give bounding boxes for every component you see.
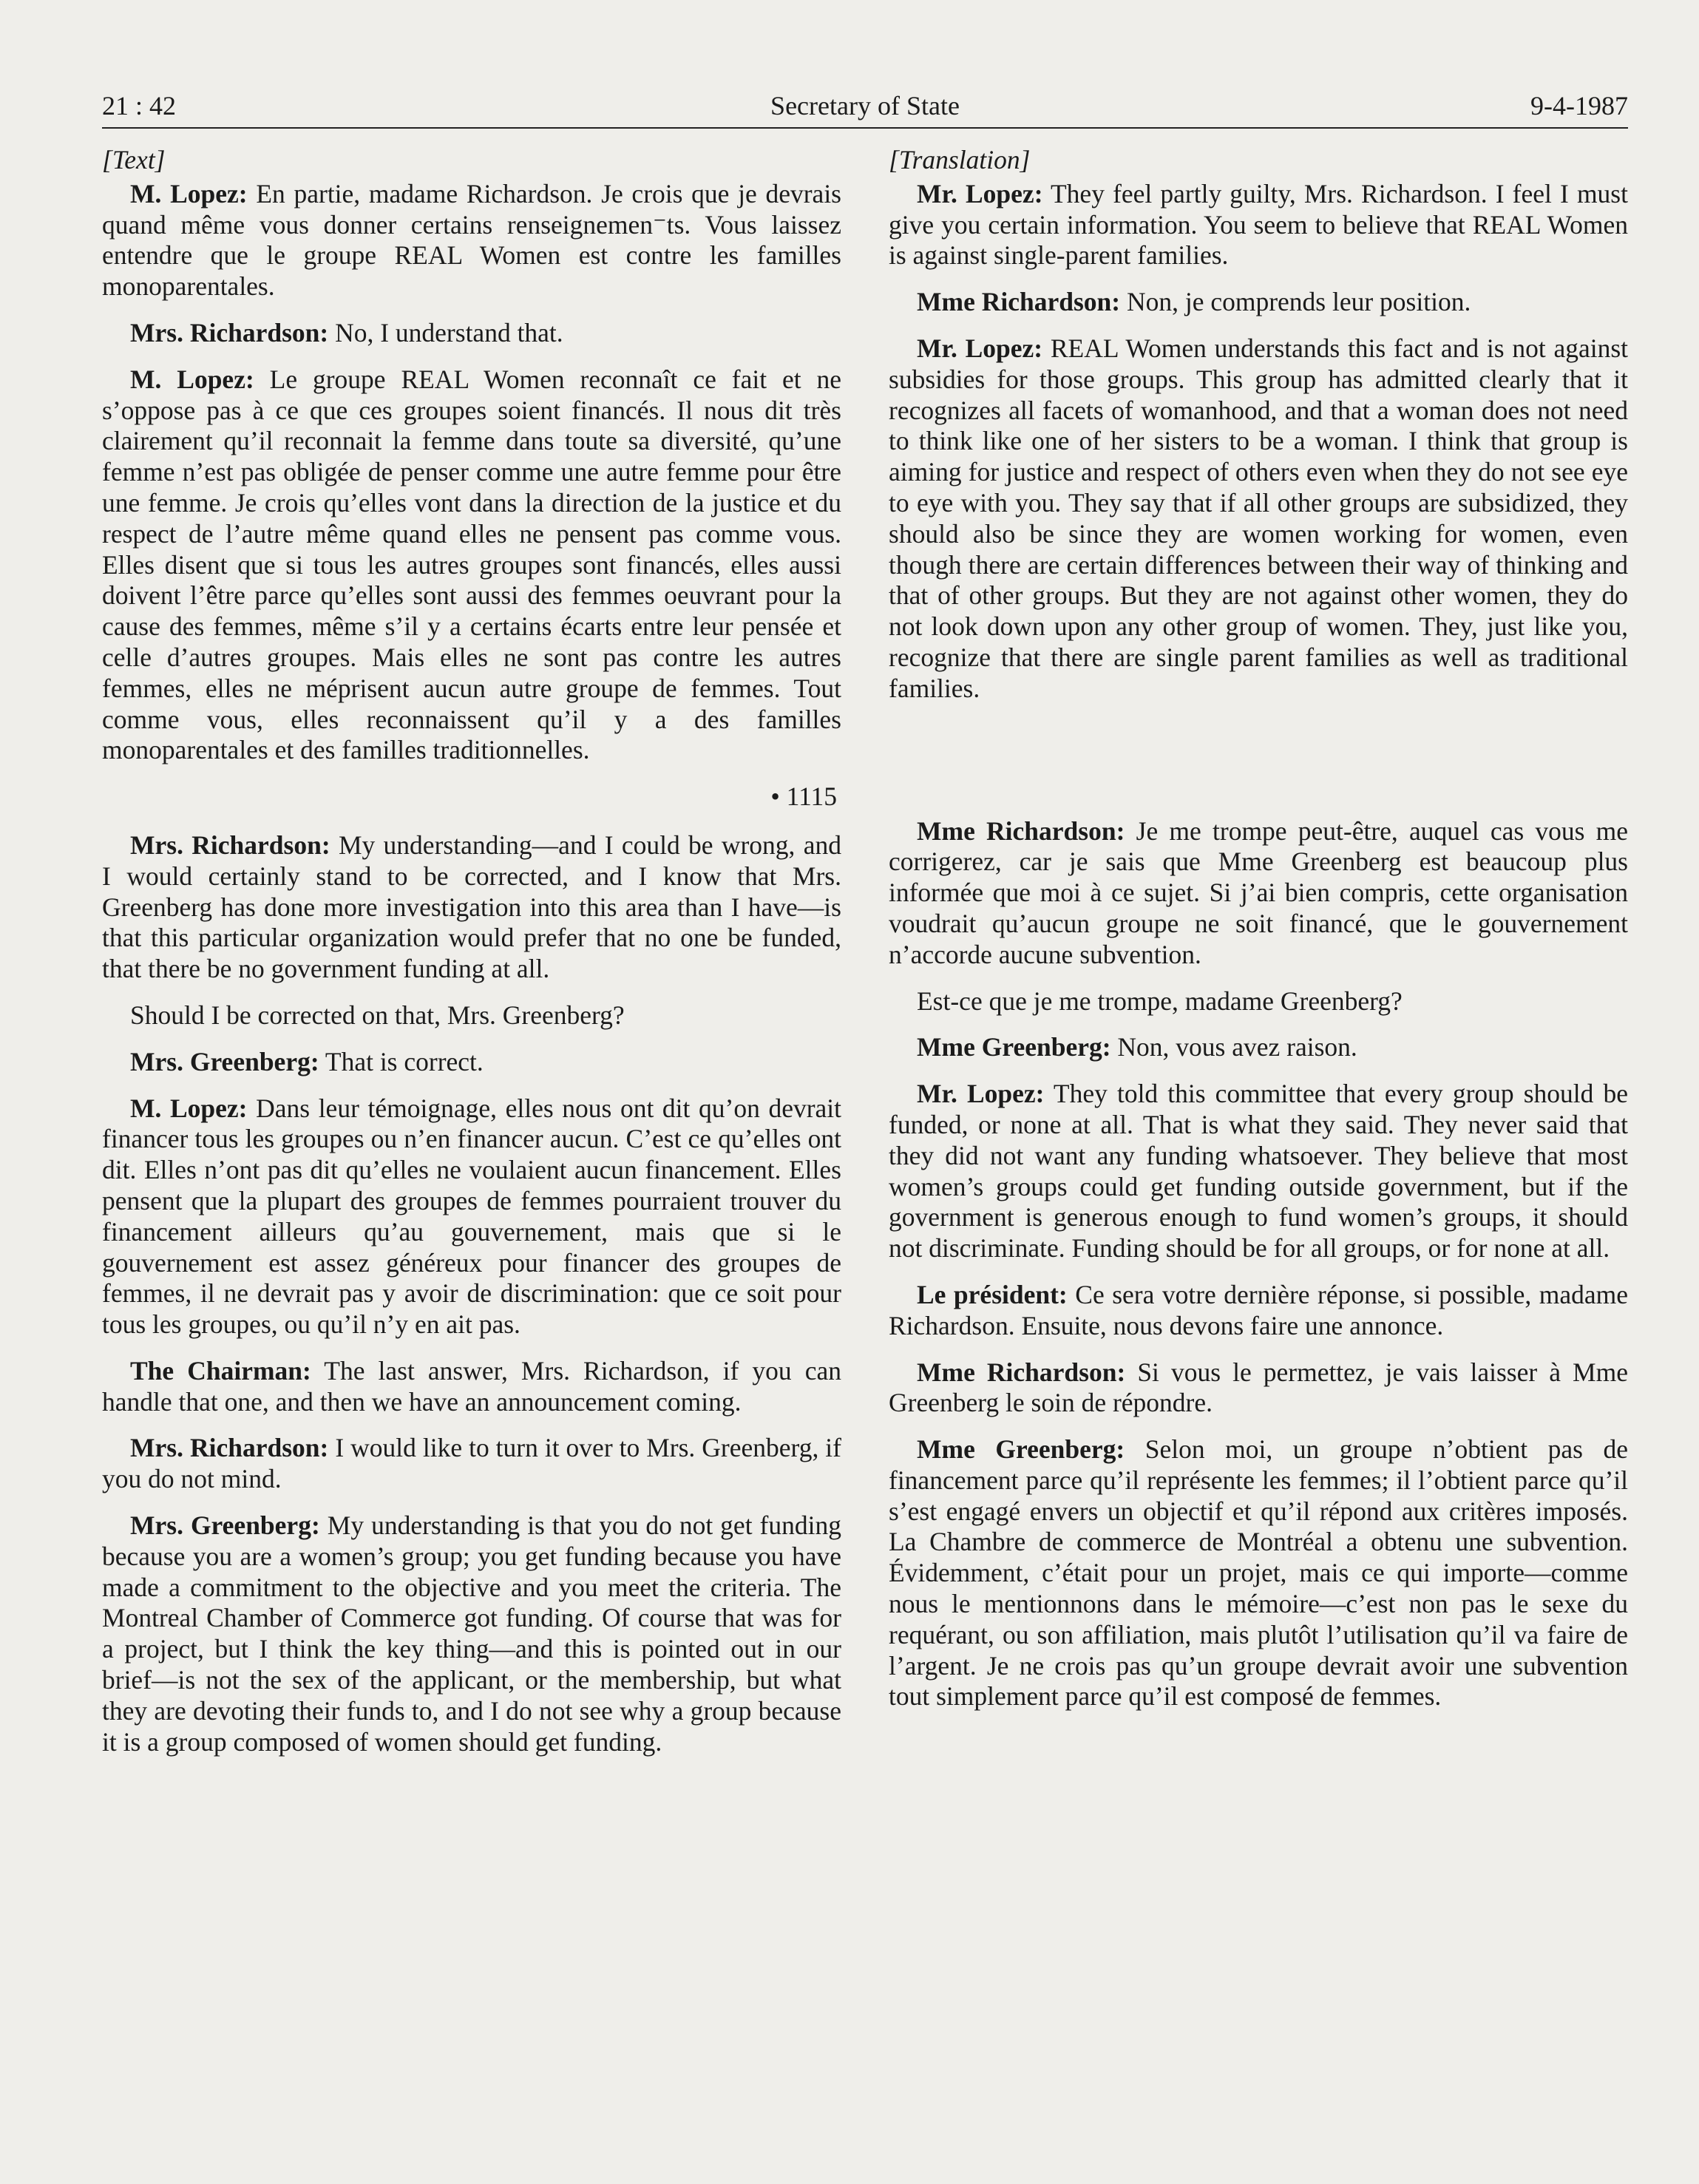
language-tag: [Text] (102, 145, 166, 174)
speech-paragraph (889, 1280, 1628, 1342)
speech-text: Le groupe REAL Women reconnaît ce fait et ne s’oppose pas à ce que ces groupes soient financés. Il nous dit très clairement qu’il reconnait la femme dans toute sa diversité, qu’une femme n’est pas obligée de penser comme une autre femme pour être une femme. Je crois qu’elles vont dans la direction de la justice et du respect de l’autre même quand elles ne pensent pas comme vous. Elles disent que si tous les autres groupes sont financés, elles aussi doivent l’être parce qu’elles sont aussi des femmes oeuvrant pour la cause des femmes, même s’il y a certains écarts entre leur pensée et celle d’autres groupes. Mais elles ne sont pas contre les autres femmes, elles ne méprisent aucun autre groupe de femmes. Tout comme vous, elles reconnaissent qu’il y a des familles monoparentales et des familles traditionnelles. (102, 364, 842, 765)
speaker-name: Mme Richardson: (917, 287, 1121, 317)
speech-text: That is correct. (319, 1046, 484, 1076)
speech-text: Dans leur témoignage, elles nous ont dit qu’on devrait financer tous les groupes ou n’en financer aucun. C’est ce qu’elles ont dit. Elles n’ont pas dit qu’elles ne voulaient aucun financement. Elles pensent que la plupart des groupes de femmes pourraient trouver du financement ailleurs qu’au gouvernement, mais que si le gouvernement est assez généreux pour financer des groupes de femmes, il ne devrait pas y avoir de discrimination: que ce soit pour tous les groupes, ou qu’il n’y en ait pas. (102, 1093, 842, 1340)
right-block-1 (889, 179, 1628, 705)
speaker-name: Mrs. Richardson: (130, 317, 329, 347)
speech-paragraph (889, 333, 1628, 705)
speech-text: REAL Women understands this fact and is not against subsidies for those groups. This group has admitted clearly that it recognizes all facets of womanhood, and that a woman does not need to think like one of her sisters to be a woman. I think that group is aiming for justice and respect of others even when they do not see eye to eye with you. They say that if all other groups are subsidized, they should also be since they are women working for women, even though there are certain differences between their way of thinking and that of other groups. But they are not against other women, they do not look down upon any other group of women. They, just like you, recognize that there are single parent families as well as traditional families. (889, 333, 1628, 703)
speech-paragraph (889, 1434, 1628, 1712)
left-column (102, 145, 841, 1773)
speech-paragraph (889, 287, 1628, 318)
speech-text: My understanding is that you do not get funding because you are a women’s group; you get funding because you have made a commitment to the objective and you meet the criteria. The Montreal Chamber of Commerce got funding. Of course that was for a project, but I think the key thing—and this is pointed out in our brief—is not the sex of the applicant, or the membership, but what they are devoting their funds to, and I do not see why a group because it is a group composed of women should get funding. (102, 1510, 841, 1757)
speech-text: En partie, madame Richardson. Je crois que je devrais quand même vous donner certains renseignemen⁻ts. Vous laissez entendre que le groupe REAL Women est contre les familles monoparentales. (102, 178, 841, 302)
speech-text: Selon moi, un groupe n’obtient pas de financement parce qu’il représente les femmes; il l’obtient parce qu’il s’est engagé envers un objectif et qu’il répond aux critères imposés. La Chambre de commerce de Montréal a obtenu une subvention. Évidemment, c’était pour un projet, mais ce qui importe—comme nous le mentionnons dans le mémoire—c’est non pas le sexe du requérant, ou son affiliation, mais plutôt l’utilisation qu’il va faire de l’argent. Je ne crois pas qu’un groupe devrait avoir une subvention tout simplement parce qu’il est composé de femmes. (889, 1434, 1628, 1712)
speaker-name: Mr. Lopez: (917, 333, 1043, 363)
speaker-name: Mme Richardson: (917, 1357, 1126, 1387)
right-block-2 (889, 816, 1628, 1713)
left-block-2 (102, 830, 841, 1758)
speech-text: They feel partly guilty, Mrs. Richardson. I feel I must give you certain information. You seem to believe that REAL Women is against single-parent families. (889, 178, 1628, 271)
speaker-name: Mr. Lopez: (917, 178, 1043, 208)
speaker-name: The Chairman: (130, 1355, 311, 1386)
page-date: 9-4-1987 (1530, 91, 1628, 121)
speech-paragraph (889, 1032, 1628, 1063)
speech-paragraph (102, 1356, 841, 1418)
speech-text: Est-ce que je me trompe, madame Greenberg? (917, 986, 1403, 1016)
speech-text: Non, je comprends leur position. (1120, 287, 1471, 317)
speech-text: Je me trompe peut-être, auquel cas vous me corrigerez, car je sais que Mme Greenberg est beaucoup plus informée que moi à ce sujet. Si j’ai bien compris, cette organisation voudrait qu’aucun groupe ne soit financé, que le gouvernement n’accorde aucune subvention. (889, 815, 1629, 969)
speech-text: They told this committee that every group should be funded, or none at all. That is what they said. They never said that they did not want any funding whatsoever. They believe that most women’s groups could get funding outside government, but if the government is generous enough to fund women’s groups, it should not discriminate. Funding should be for all groups, or for none at all. (889, 1079, 1628, 1264)
speaker-name: Mrs. Richardson: (130, 830, 330, 860)
speaker-name: Mrs. Richardson: (130, 1433, 329, 1463)
speech-text: Ce sera votre dernière réponse, si possible, madame Richardson. Ensuite, nous devons faire une annonce. (889, 1279, 1628, 1340)
speech-paragraph (102, 1510, 841, 1757)
speaker-name: Mme Richardson: (917, 815, 1125, 846)
speech-paragraph (102, 364, 841, 766)
speaker-name: Mr. Lopez: (917, 1079, 1045, 1109)
speaker-name: Mme Greenberg: (917, 1032, 1111, 1062)
speech-text: No, I understand that. (328, 317, 563, 347)
time-stamp: • 1115 (770, 781, 837, 812)
left-block-1 (102, 179, 841, 766)
column-gap (889, 720, 1628, 816)
speech-paragraph (102, 179, 841, 302)
speaker-name: Mme Greenberg: (917, 1434, 1125, 1465)
page-number: 21 : 42 (102, 91, 177, 121)
speech-text: Si vous le permettez, je vais laisser à Mme Greenberg le soin de répondre. (889, 1357, 1628, 1418)
speech-paragraph (889, 179, 1628, 271)
speech-paragraph (102, 830, 841, 985)
language-tag: [Translation] (889, 145, 1031, 174)
speech-paragraph (889, 986, 1628, 1017)
speaker-name: M. Lopez: (130, 364, 254, 394)
speech-text: My understanding—and I could be wrong, and I would certainly stand to be corrected, and I know that Mrs. Greenberg has done more investigation into this area than I have—is that this particular organization would prefer that no one be funded, that there be no government funding at all. (102, 830, 841, 984)
speech-paragraph (102, 1433, 841, 1495)
speech-paragraph (102, 1093, 841, 1340)
speaker-name: M. Lopez: (130, 178, 248, 208)
speech-text: The last answer, Mrs. Richardson, if you can handle that one, and then we have an announcement coming. (102, 1355, 841, 1417)
page-title: Secretary of State (770, 91, 960, 121)
speaker-name: M. Lopez: (130, 1093, 248, 1123)
speech-text: Non, vous avez raison. (1110, 1032, 1357, 1062)
speech-paragraph (889, 1079, 1628, 1264)
two-column-body (102, 145, 1628, 1773)
speech-paragraph (102, 1047, 841, 1078)
speaker-name: Le président: (917, 1279, 1068, 1309)
right-column (889, 145, 1628, 1773)
speaker-name: Mrs. Greenberg: (130, 1510, 320, 1541)
speech-paragraph (102, 1000, 841, 1031)
speech-paragraph (102, 318, 841, 349)
speech-paragraph (889, 1357, 1628, 1420)
speech-paragraph (889, 816, 1628, 971)
page-header (102, 87, 1628, 129)
speech-text: Should I be corrected on that, Mrs. Greenberg? (130, 1000, 625, 1030)
speaker-name: Mrs. Greenberg: (130, 1046, 319, 1076)
speech-text: I would like to turn it over to Mrs. Greenberg, if you do not mind. (102, 1433, 841, 1494)
